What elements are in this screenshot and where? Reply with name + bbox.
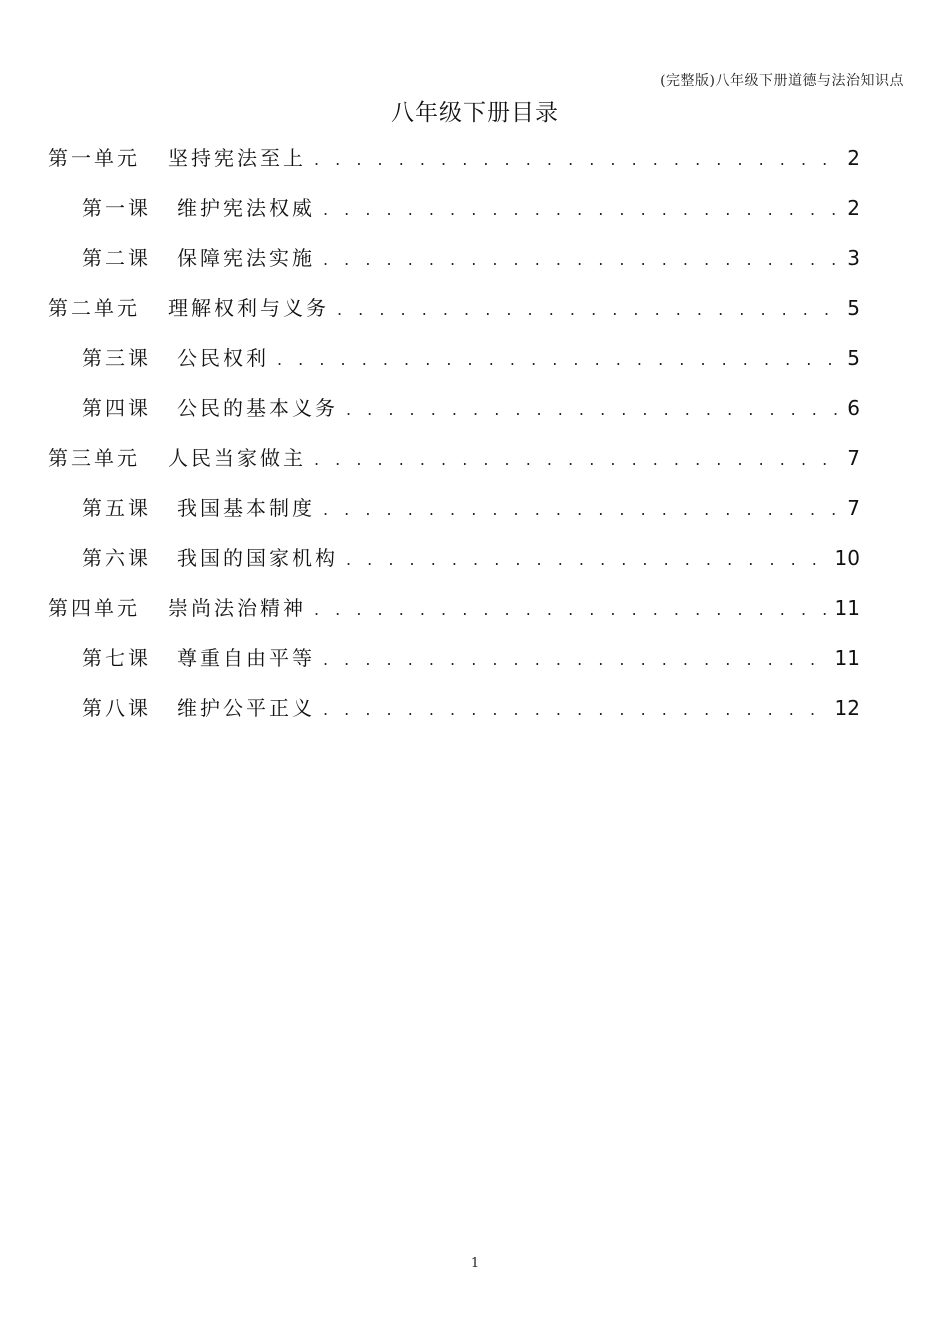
toc-entry-page: 5 (847, 296, 860, 320)
toc-entry-page: 3 (847, 246, 860, 270)
toc-entry-page: 2 (847, 146, 860, 170)
toc-entry-page: 6 (847, 396, 860, 420)
toc-entry-title: 理解权利与义务 (168, 296, 329, 320)
toc-entry-number: 第八课 (82, 696, 151, 720)
toc-entry-page: 7 (847, 496, 860, 520)
toc-entry-unit-1[interactable] (48, 142, 860, 192)
toc-entry-title: 维护宪法权威 (177, 196, 315, 220)
toc-entry-title: 公民权利 (177, 346, 269, 370)
toc-entry-title: 尊重自由平等 (177, 646, 315, 670)
table-of-contents (48, 142, 860, 742)
toc-entry-lesson-1[interactable] (48, 192, 860, 242)
toc-entry-lesson-8[interactable] (48, 692, 860, 742)
dot-leader (337, 294, 841, 326)
toc-entry-lesson-2[interactable] (48, 242, 860, 292)
toc-entry-lesson-7[interactable] (48, 642, 860, 692)
toc-entry-number: 第六课 (82, 546, 151, 570)
dot-leader (323, 194, 841, 226)
toc-title: 八年级下册目录 (391, 100, 559, 126)
dot-leader (323, 644, 829, 676)
dot-leader (323, 694, 829, 726)
page-number: 1 (470, 1256, 480, 1271)
toc-entry-number: 第三单元 (48, 446, 140, 470)
dot-leader (346, 394, 841, 426)
dot-leader (314, 144, 841, 176)
dot-leader (346, 544, 829, 576)
toc-entry-number: 第三课 (82, 346, 151, 370)
toc-entry-title: 保障宪法实施 (177, 246, 315, 270)
toc-entry-title: 维护公平正义 (177, 696, 315, 720)
toc-entry-title: 我国基本制度 (177, 496, 315, 520)
toc-entry-title: 我国的国家机构 (177, 546, 338, 570)
dot-leader (277, 344, 841, 376)
dot-leader (314, 594, 829, 626)
dot-leader (323, 244, 841, 276)
toc-entry-page: 11 (834, 646, 860, 670)
toc-entry-number: 第五课 (82, 496, 151, 520)
toc-entry-page: 10 (834, 546, 860, 570)
toc-entry-title: 人民当家做主 (168, 446, 306, 470)
dot-leader (314, 444, 841, 476)
toc-entry-lesson-4[interactable] (48, 392, 860, 442)
toc-entry-number: 第二单元 (48, 296, 140, 320)
toc-entry-unit-3[interactable] (48, 442, 860, 492)
toc-entry-number: 第二课 (82, 246, 151, 270)
dot-leader (323, 494, 841, 526)
toc-entry-page: 2 (847, 196, 860, 220)
toc-entry-number: 第四单元 (48, 596, 140, 620)
toc-entry-title: 坚持宪法至上 (168, 146, 306, 170)
toc-entry-lesson-5[interactable] (48, 492, 860, 542)
toc-entry-number: 第四课 (82, 396, 151, 420)
toc-entry-unit-4[interactable] (48, 592, 860, 642)
document-header: (完整版)八年级下册道德与法治知识点 (660, 73, 904, 89)
toc-entry-page: 11 (834, 596, 860, 620)
toc-entry-page: 5 (847, 346, 860, 370)
toc-entry-lesson-3[interactable] (48, 342, 860, 392)
toc-entry-title: 公民的基本义务 (177, 396, 338, 420)
toc-entry-number: 第一单元 (48, 146, 140, 170)
toc-entry-number: 第七课 (82, 646, 151, 670)
toc-entry-lesson-6[interactable] (48, 542, 860, 592)
toc-entry-number: 第一课 (82, 196, 151, 220)
toc-entry-page: 12 (834, 696, 860, 720)
toc-entry-title: 崇尚法治精神 (168, 596, 306, 620)
toc-entry-unit-2[interactable] (48, 292, 860, 342)
toc-entry-page: 7 (847, 446, 860, 470)
